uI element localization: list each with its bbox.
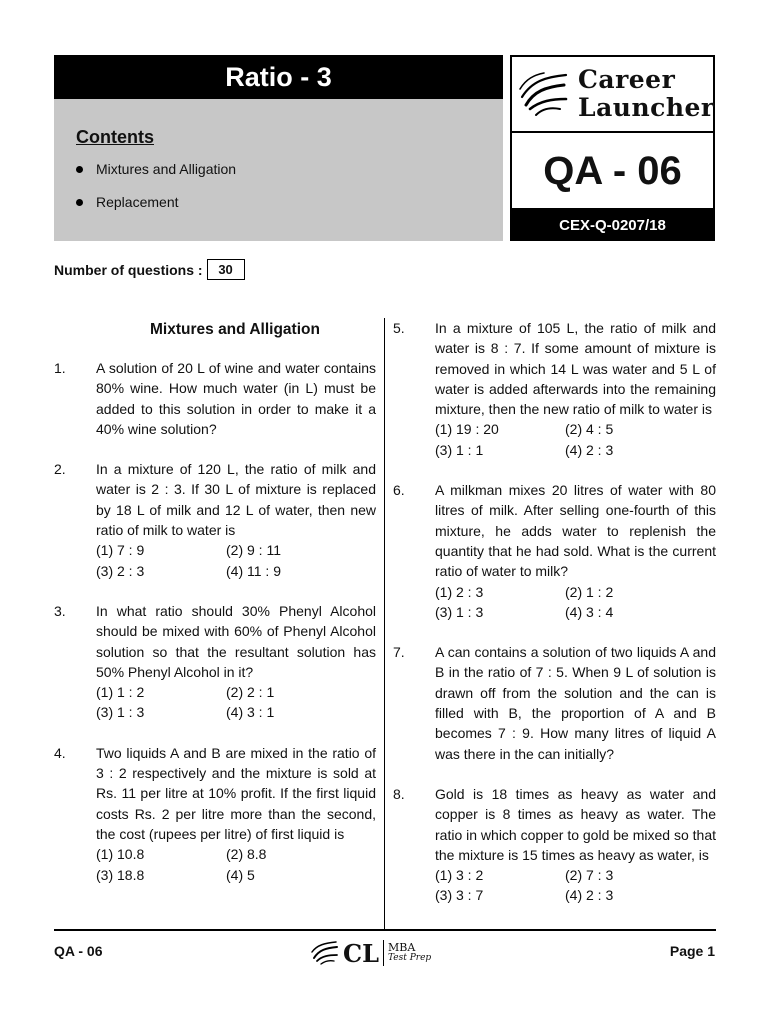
option: (1) 7 : 9 <box>96 542 145 559</box>
option: (3) 2 : 3 <box>96 562 145 579</box>
question-7: 7. A can contains a solution of two liquids A and B in the ratio of 7 : 5. When 9 L of solution is drawn off from the solution and the can is filled with B, the proportion of A and B becomes 7 : 9. How many litres of liquid A was there in the can initially? <box>393 642 716 764</box>
contents-item: Mixtures and Alligation <box>76 161 236 194</box>
question-text: In a mixture of 105 L, the ratio of milk and water is 8 : 7. If some amount of mixture is removed in which 14 L was water and 5 L of water is added afterwards into the remaining mixture, then the new ratio of milk to water is <box>435 320 716 418</box>
question-text: A milkman mixes 20 litres of water with 80 litres of milk. After selling one-fourth of this mixture, he adds water to replenish the quantity that he had sold. What is the current ratio of water to milk? <box>435 482 716 580</box>
question-text: Two liquids A and B are mixed in the ratio of 3 : 2 respectively and the mixture is sold at Rs. 11 per litre at 10% profit. If the first liquid costs Rs. 2 per litre more than the second, the cost (rupees per litre) of first liquid is <box>96 744 376 842</box>
option: (4) 2 : 3 <box>565 441 614 458</box>
number-of-questions: Number of questions : 30 <box>54 259 245 280</box>
question-3: 3. In what ratio should 30% Phenyl Alcohol should be mixed with 60% of Phenyl Alcohol solution so that the resultant solution has 50% Phenyl Alcohol in it? (1) 1 : 2 (2) 2 : 1 (3) 1 : 3 (4) 3 : 1 <box>54 601 376 723</box>
swirl-logo-icon <box>516 69 574 121</box>
option: (1) 1 : 2 <box>96 684 145 701</box>
option: (1) 10.8 <box>96 846 145 863</box>
option: (2) 4 : 5 <box>565 421 614 438</box>
question-8: 8. Gold is 18 times as heavy as water and copper is 8 times as heavy as water. The ratio in which copper to gold be mixed so that the mixture is 15 times as heavy as water, is (1) 3 : 2 (2) 7 : 3 (3) 3 : 7 (4) 2 : 3 <box>393 784 716 906</box>
question-5: 5. In a mixture of 105 L, the ratio of milk and water is 8 : 7. If some amount of mixture is removed in which 14 L was water and 5 L of water is added afterwards into the remaining mixture, then the new ratio of milk to water is (1) 19 : 20 (2) 4 : 5 (3) 1 : 1 (4) 2 : 3 <box>393 318 716 460</box>
contents-item: Replacement <box>76 194 236 227</box>
paper-code: QA - 06 <box>510 133 715 210</box>
bullet-icon <box>76 199 83 206</box>
question-count-box: 30 <box>207 259 245 280</box>
footer-mba-text: MBA Test Prep <box>387 941 432 963</box>
option: (2) 7 : 3 <box>565 867 614 884</box>
column-divider <box>384 318 385 930</box>
option: (2) 2 : 1 <box>226 684 275 701</box>
option: (3) 3 : 7 <box>435 887 484 904</box>
option: (4) 2 : 3 <box>565 887 614 904</box>
options <box>435 582 716 623</box>
section-title: Mixtures and Alligation <box>150 321 320 338</box>
question-4: 4. Two liquids A and B are mixed in the ratio of 3 : 2 respectively and the mixture is sold at Rs. 11 per litre at 10% profit. If the first liquid costs Rs. 2 per litre more than the second, the cost (rupees per litre) of first liquid is (1) 10.8 (2) 8.8 (3) 18.8 (4) 5 <box>54 743 376 885</box>
options <box>435 419 716 460</box>
footer-cl-text: CL <box>343 938 379 968</box>
page-title: Ratio - 3 <box>54 55 503 99</box>
option: (3) 1 : 1 <box>435 441 484 458</box>
option: (4) 11 : 9 <box>226 562 281 579</box>
contents-heading: Contents <box>76 127 154 147</box>
contents-list <box>76 161 236 227</box>
option: (4) 3 : 1 <box>226 704 275 721</box>
question-text: In what ratio should 30% Phenyl Alcohol should be mixed with 60% of Phenyl Alcohol solution so that the resultant solution has 50% Phenyl Alcohol in it? <box>96 602 376 680</box>
option: (2) 1 : 2 <box>565 583 614 600</box>
options <box>96 844 376 885</box>
option: (2) 8.8 <box>226 846 267 863</box>
option: (1) 2 : 3 <box>435 583 484 600</box>
footer-rule <box>54 929 716 931</box>
question-text: In a mixture of 120 L, the ratio of milk and water is 2 : 3. If 30 L of mixture is replaced by 18 L of milk and 12 L of water, then new ratio of milk to water is <box>96 461 376 539</box>
question-text: A can contains a solution of two liquids A and B in the ratio of 7 : 5. When 9 L of solution is drawn off from the solution and the can is filled with B, the proportion of A and B becomes 7 : 9. How many litres of liquid A was there in the can initially? <box>435 644 716 762</box>
header-panel <box>54 55 503 241</box>
question-1: 1. A solution of 20 L of wine and water contains 80% wine. How much water (in L) must be added to this solution in order to make it a 40% wine solution? <box>54 358 376 439</box>
option: (4) 5 <box>226 866 255 883</box>
option: (4) 3 : 4 <box>565 603 614 620</box>
option: (2) 9 : 11 <box>226 542 281 559</box>
footer-logo-divider <box>383 940 384 966</box>
option: (3) 1 : 3 <box>96 704 145 721</box>
options <box>96 682 376 723</box>
reference-code: CEX-Q-0207/18 <box>510 210 715 241</box>
option: (1) 19 : 20 <box>435 421 499 438</box>
right-column <box>393 318 716 906</box>
question-text: A solution of 20 L of wine and water contains 80% wine. How much water (in L) must be added to this solution in order to make it a 40% wine solution? <box>96 360 376 437</box>
option: (3) 1 : 3 <box>435 603 484 620</box>
options <box>96 540 376 581</box>
page-number: Page 1 <box>669 943 715 959</box>
option: (3) 18.8 <box>96 866 145 883</box>
footer-logo <box>310 937 431 969</box>
bullet-icon <box>76 166 83 173</box>
question-text: Gold is 18 times as heavy as water and copper is 8 times as heavy as water. The ratio in which copper to gold be mixed so that the mixture is 15 times as heavy as water, is <box>435 785 716 863</box>
left-column <box>54 318 376 885</box>
footer-code: QA - 06 <box>54 943 103 959</box>
question-2: 2. In a mixture of 120 L, the ratio of milk and water is 2 : 3. If 30 L of mixture is replaced by 18 L of milk and 12 L of water, then new ratio of milk to water is (1) 7 : 9 (2) 9 : 11 (3) 2 : 3 (4) 11 : 9 <box>54 459 376 581</box>
question-6: 6. A milkman mixes 20 litres of water with 80 litres of milk. After selling one-fourth of this mixture, he adds water to replenish the quantity that he had sold. What is the current ratio of water to milk? (1) 2 : 3 (2) 1 : 2 (3) 1 : 3 (4) 3 : 4 <box>393 480 716 622</box>
career-launcher-logo <box>510 55 715 133</box>
option: (1) 3 : 2 <box>435 867 484 884</box>
swirl-logo-icon <box>310 940 340 966</box>
logo-text: Career Launcher <box>578 65 715 122</box>
options <box>435 865 716 906</box>
